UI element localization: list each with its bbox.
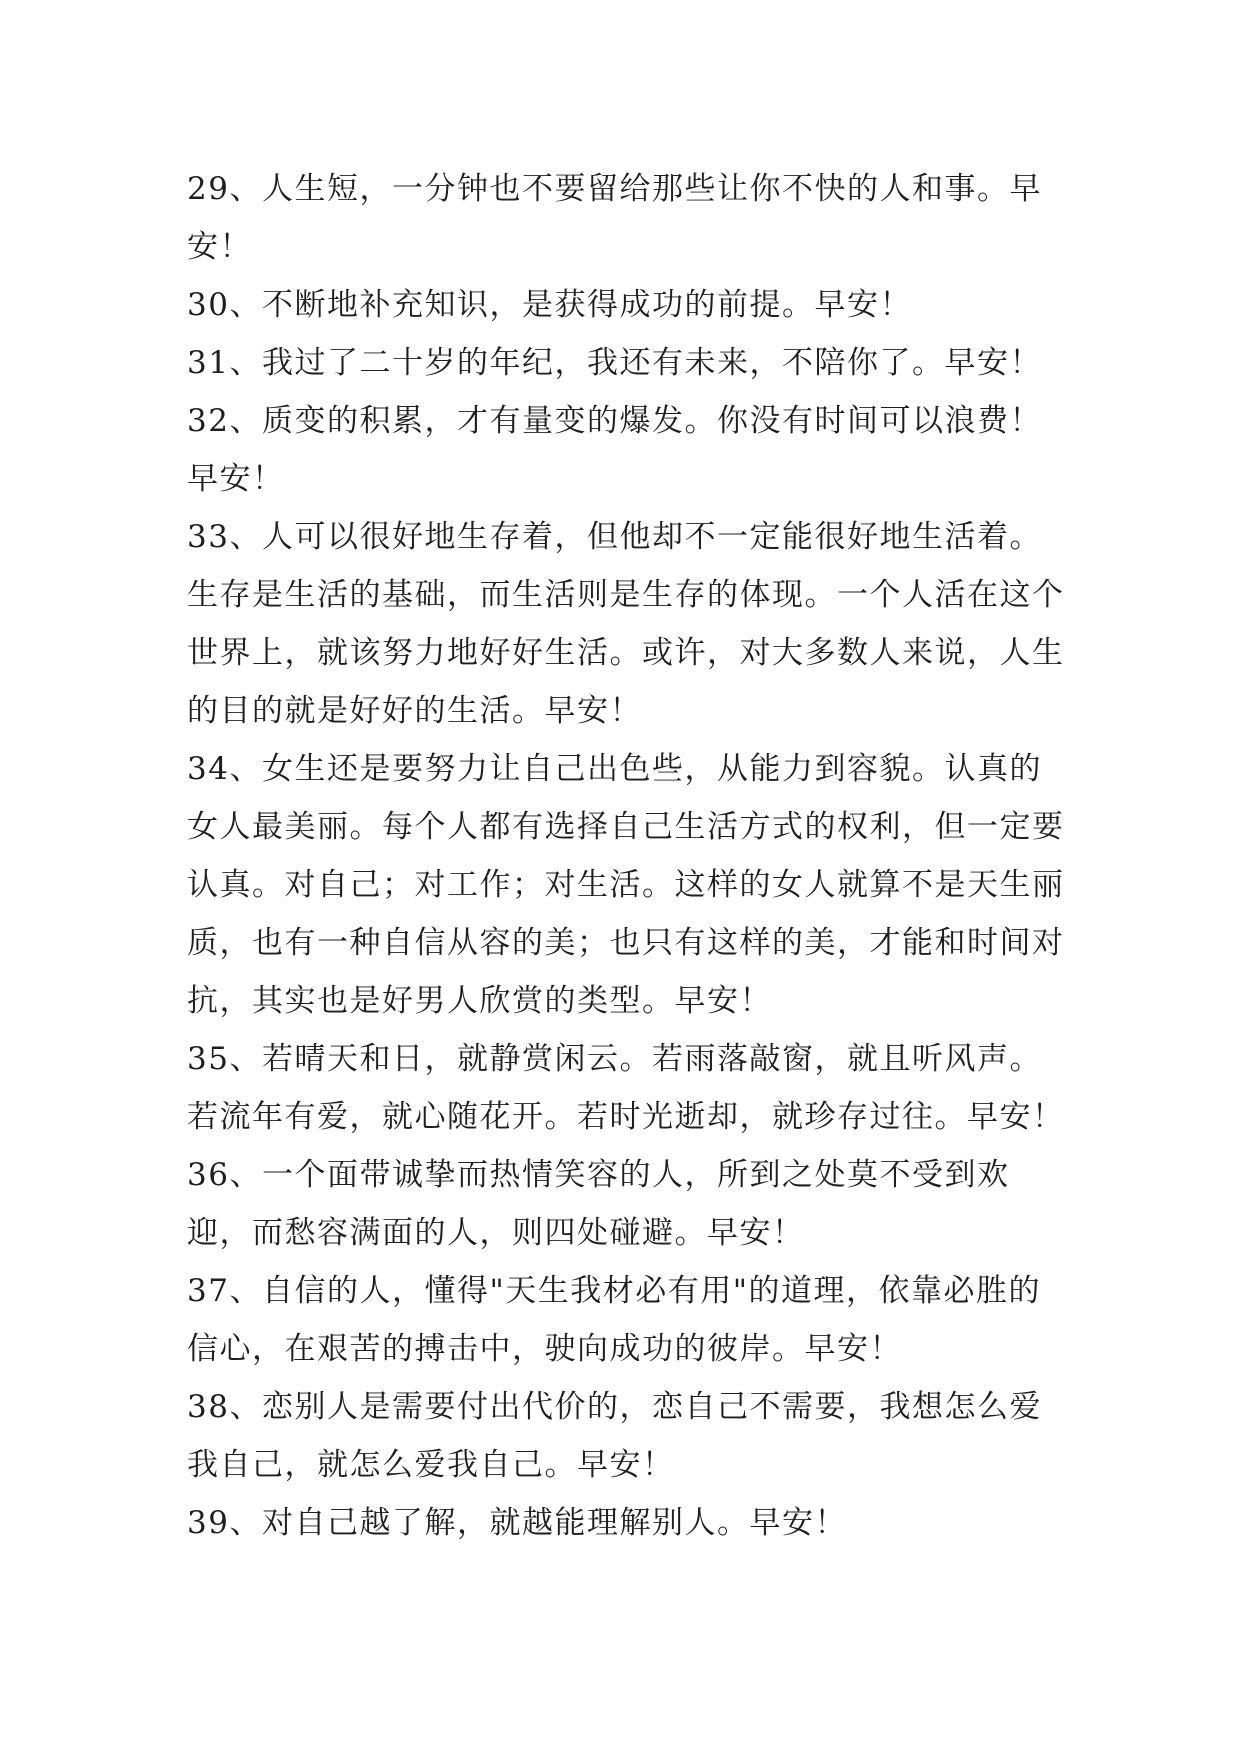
quote-30: 30、不断地补充知识，是获得成功的前提。早安！ <box>187 287 912 323</box>
document-body <box>187 160 1067 1552</box>
quote-36: 36、一个面带诚挚而热情笑容的人，所到之处莫不受到欢迎，而愁容满面的人，则四处碰避。早安！ <box>187 1157 1010 1251</box>
quote-29: 29、人生短，一分钟也不要留给那些让你不快的人和事。早安！ <box>187 171 1042 265</box>
quote-31: 31、我过了二十岁的年纪，我还有未来，不陪你了。早安！ <box>187 345 1042 381</box>
quote-39: 39、对自己越了解，就越能理解别人。早安！ <box>187 1505 847 1541</box>
quote-37: 37、自信的人，懂得"天生我材必有用"的道理，依靠必胜的信心，在艰苦的搏击中，驶向成功的彼岸。早安！ <box>187 1273 1041 1367</box>
quote-38: 38、恋别人是需要付出代价的，恋自己不需要，我想怎么爱我自己，就怎么爱我自己。早安！ <box>187 1389 1042 1483</box>
quote-35: 35、若晴天和日，就静赏闲云。若雨落敲窗，就且听风声。若流年有爱，就心随花开。若时光逝却，就珍存过往。早安！ <box>187 1041 1065 1135</box>
quote-34: 34、女生还是要努力让自己出色些，从能力到容貌。认真的女人最美丽。每个人都有选择自己生活方式的权利，但一定要认真。对自己；对工作；对生活。这样的女人就算不是天生丽质，也有一种自信从容的美；也只有这样的美，才能和时间对抗，其实也是好男人欣赏的类型。早安！ <box>187 751 1065 1019</box>
quote-32: 32、质变的积累，才有量变的爆发。你没有时间可以浪费！早安！ <box>187 403 1042 497</box>
quote-33: 33、人可以很好地生存着，但他却不一定能很好地生活着。生存是生活的基础，而生活则是生存的体现。一个人活在这个世界上，就该努力地好好生活。或许，对大多数人来说，人生的目的就是好好的生活。早安！ <box>187 519 1065 729</box>
